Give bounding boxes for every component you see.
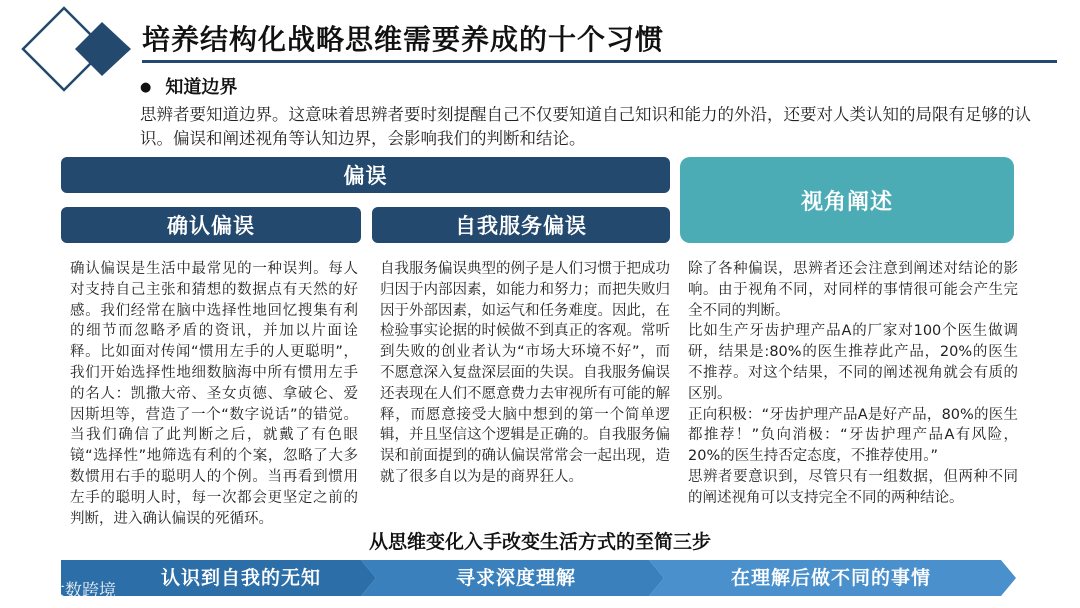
step-1-label: 认识到自我的无知 (160, 567, 321, 589)
self-serving-bias-text: 自我服务偏误典型的例子是人们习惯于把成功归因于内部因素，如能力和努力；而把失败归因于外部因素，如运气和任务难度。因此，在检验事实论据的时候做不到真正的客观。常听到失败的创业者认为“市场大环境不好”，而不愿意深入复盘深层面的失误。自我服务偏误还表现在人们不愿意费力去审视所有可能的解释，而愿意接受大脑中想到的第一个简单逻辑，并且坚信这个逻辑是正确的。自我服务偏误和前面提到的确认偏误常常会一起出现，造就了很多自以为是的商界狂人。 (380, 261, 670, 485)
confirmation-bias-text: 确认偏误是生活中最常见的一种误判。每人对支持自己主张和猜想的数据点有天然的好感。我们经常在脑中选择性地回忆搜集有利的细节而忽略矛盾的资讯，并加以片面诠释。比如面对传闻“惯用左手的人更聪明”，我们开始选择性地细数脑海中所有惯用左手的名人：凯撒大帝、圣女贞德、拿破仑、爱因斯坦等，营造了一个“数字说话”的错觉。当我们确信了此判断之后，就戴了有色眼镜“选择性”地筛选有利的个案，忽略了大多数惯用右手的聪明人的个例。当再看到惯用左手的聪明人时，每一次都会更坚定之前的判断，进入确认偏误的死循环。 (70, 261, 358, 527)
self-serving-bias-header: 自我服务偏误 (372, 207, 670, 243)
section-bullet (140, 73, 237, 99)
title-divider (142, 60, 1057, 63)
framing-paragraph: 除了各种偏误，思辨者还会注意到阐述对结论的影响。由于视角不同，对同样的事情很可能会产生完全不同的判断。 (688, 261, 1018, 319)
intro-paragraph: 思辨者要知道边界。这意味着思辨者要时刻提醒自己不仅要知道自己知识和能力的外沿，还要对人类认知的局限有足够的认识。偏误和阐述视角等认知边界，会影响我们的判断和结论。 (140, 105, 1031, 148)
bias-header: 偏误 (61, 157, 670, 193)
step-2-label: 寻求深度理解 (455, 567, 576, 589)
section-heading: 知道边界 (165, 77, 238, 98)
slide-title: 培养结构化战略思维需要养成的十个习惯 (142, 23, 665, 56)
steps-title: 从思维变化入手改变生活方式的至简三步 (368, 531, 711, 553)
bullet-dot-icon: ● (140, 80, 152, 95)
diamond-logo (0, 0, 140, 100)
confirmation-bias-header: 确认偏误 (61, 207, 361, 243)
framing-paragraph: 比如生产牙齿护理产品A的厂家对100个医生做调研，结果是:80%的医生推荐此产品，20%的医生不推荐。对这个结果，不同的阐述视角就会有质的区别。 (688, 323, 1018, 402)
framing-paragraph: 思辨者要意识到，尽管只有一组数据，但两种不同的阐述视角可以支持完全不同的两种结论。 (688, 468, 1018, 506)
framing-text (688, 259, 1018, 509)
steps-arrow-bar (61, 560, 1016, 596)
framing-header: 视角阐述 (680, 157, 1014, 243)
diamond-filled (75, 22, 131, 76)
step-3-label: 在理解后做不同的事情 (730, 567, 931, 589)
watermark-text: 大数跨境 (48, 581, 116, 601)
framing-paragraph: 正向积极：“牙齿护理产品A是好产品，80%的医生都推荐！”负向消极：“牙齿护理产品A有风险，20%的医生持否定态度，不推荐使用。” (688, 406, 1018, 465)
